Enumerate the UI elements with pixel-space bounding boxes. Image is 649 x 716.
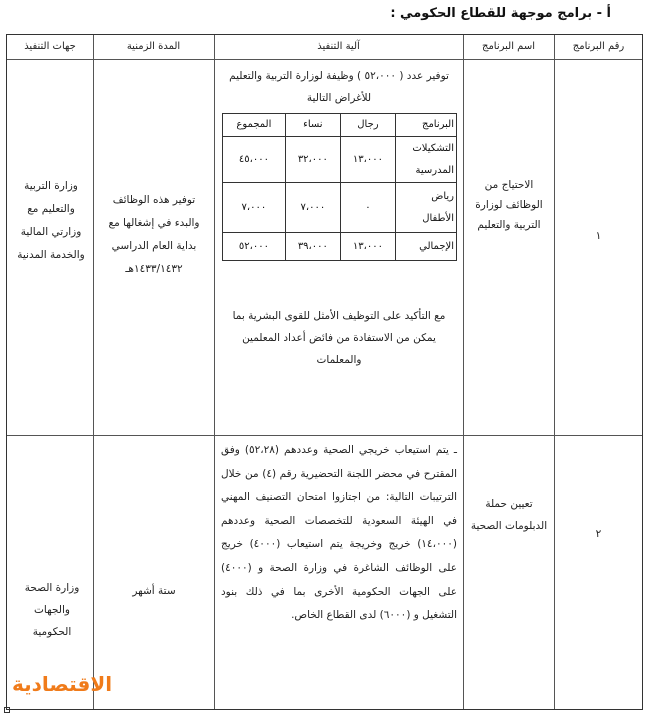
inner-header-men: رجال [340, 114, 395, 137]
row2-duration: ستة أشهر [132, 585, 176, 597]
inner-cell: الإجمالي [396, 233, 457, 261]
inner-header-women: نساء [285, 114, 340, 137]
row1-inner-table [222, 113, 457, 261]
inner-cell: ٣٩،٠٠٠ [285, 233, 340, 261]
inner-cell: التشكيلات المدرسية [396, 137, 457, 183]
header-number: رقم البرنامج [572, 41, 625, 52]
inner-cell: رياض الأطفال [396, 183, 457, 233]
inner-cell: ٧،٠٠٠ [285, 183, 340, 233]
row1-number: ١ [595, 230, 602, 242]
row1-mechanism-note: مع التأكيد على التوظيف الأمثل للقوى البشرية بما يمكن من الاستفادة من فائض أعداد المعلمين والمعلمات [232, 310, 446, 366]
row2-name: تعيين حملة الدبلومات الصحية [470, 498, 548, 532]
header-duration: المدة الزمنية [126, 41, 181, 52]
row2-mechanism: ـ يتم استيعاب خريجي الصحية وعددهم (٥٢،٢٨) وفق المقترح في محضر اللجنة التحضيرية رقم (٤) من خلال الترتيبات التالية: من اجتازوا امتحان التصنيف المهني في الهيئة السعودية للتخصصات الصحية وعددهم (١٤،٠٠٠) خريج وخريجة يتم استيعاب (٤٠٠٠) خريج على الوظائف الشاغرة في وزارة الصحة و (٤٠٠٠) على الجهات الحكومية الأخرى بما في ذلك بنود التشغيل و (٦٠٠٠) لدى القطاع الخاص. [221, 444, 457, 622]
programs-table [6, 34, 643, 710]
inner-cell: ٥٢،٠٠٠ [223, 233, 286, 261]
corner-marker [4, 707, 10, 713]
header-mechanism: آلية التنفيذ [317, 41, 360, 52]
row1-duration: توفير هذه الوظائف والبدء في إشغالها مع بداية العام الدراسي ١٤٣٣/١٤٣٢هـ [108, 194, 200, 275]
inner-table-row [223, 183, 457, 233]
inner-table-row [223, 137, 457, 183]
row1-name: الاحتياج من الوظائف لوزارة التربية والتعليم [475, 179, 543, 231]
inner-table-row [223, 233, 457, 261]
row2-agencies: وزارة الصحة والجهات الحكومية [24, 582, 80, 638]
inner-cell: ٧،٠٠٠ [223, 183, 286, 233]
header-name: اسم البرنامج [482, 41, 535, 52]
inner-cell: ١٣،٠٠٠ [340, 233, 395, 261]
inner-header-program: البرنامج [396, 114, 457, 137]
inner-header-total: المجموع [223, 114, 286, 137]
inner-cell: ٣٢،٠٠٠ [285, 137, 340, 183]
row1-agencies: وزارة التربية والتعليم مع وزارتي المالية والخدمة المدنية [17, 180, 85, 261]
publisher-logo: الاقتصادية [12, 672, 113, 696]
row1-mechanism-intro: توفير عدد ( ٥٢،٠٠٠ ) وظيفة لوزارة التربية والتعليم للأغراض التالية [229, 70, 449, 104]
inner-table-header [223, 114, 457, 137]
inner-cell: ٠ [340, 183, 395, 233]
section-heading: أ - برامج موجهة للقطاع الحكومي : [390, 6, 611, 21]
inner-cell: ٤٥،٠٠٠ [223, 137, 286, 183]
inner-cell: ١٣،٠٠٠ [340, 137, 395, 183]
header-agencies: جهات التنفيذ [24, 41, 76, 52]
row2-number: ٢ [595, 528, 602, 540]
